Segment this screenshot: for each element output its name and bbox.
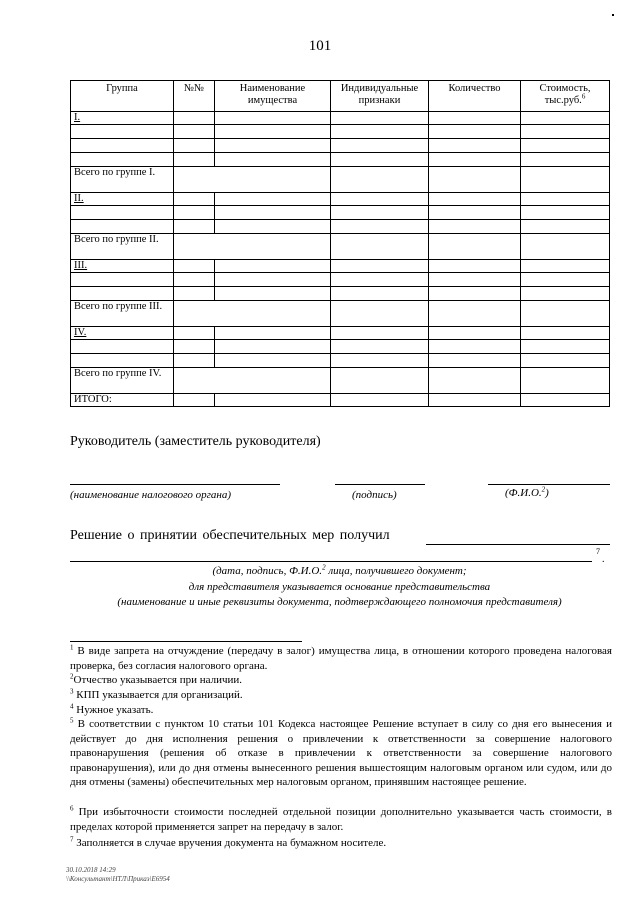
footnote-4: $^4$ Нужное указать. bbox=[70, 702, 154, 716]
footnote-6: $^6$ При избыточности стоимости последней отдельной позиции дополнительно указывается часть стоимости, в пределах которой применяется запрет на передачу в залог. bbox=[70, 804, 612, 833]
grand-total-label: ИТОГО: bbox=[71, 394, 174, 407]
group-total-label: Всего по группе I. bbox=[71, 167, 174, 193]
fio-caption: (Ф.И.О.$^2$) bbox=[505, 485, 549, 499]
group-label: III. bbox=[71, 260, 174, 273]
table-header-row bbox=[71, 81, 610, 112]
print-stamp-path: \\Консультант\НТЛ\Приказ\Е6954 bbox=[66, 875, 170, 883]
sign-line bbox=[335, 484, 425, 485]
decision-caption-3: (наименование и иные реквизиты документа, подтверждающего полномочия представителя) bbox=[117, 596, 562, 608]
decision-caption-2: для представителя указывается основание представительства bbox=[188, 581, 491, 593]
print-stamp-date: 30.10.2018 14:29 bbox=[66, 866, 116, 874]
header-features: Индивидуальные признаки bbox=[331, 81, 429, 112]
corner-mark bbox=[612, 14, 614, 16]
property-table bbox=[70, 80, 610, 407]
footnote-separator bbox=[70, 641, 302, 642]
group-total-label: Всего по группе IV. bbox=[71, 368, 174, 394]
footnote-7: $^7$ Заполняется в случае вручения документа на бумажном носителе. bbox=[70, 835, 387, 849]
org-signature-line bbox=[70, 484, 280, 485]
page-number: 101 bbox=[308, 38, 332, 54]
decision-caption-1: (дата, подпись, Ф.И.О.$^2$ лица, получившего документ; bbox=[212, 563, 467, 577]
header-cost: Стоимость, тыс.руб.$^6$ bbox=[521, 81, 610, 112]
footnote-5: $^5$ В соответствии с пунктом 10 статьи 101 Кодекса настоящее Решение вступает в силу со дня его вынесения и действует до дня исполнения решения о привлечении к ответственности за совершение налогового правонарушения (решения об отказе в привлечении к ответственности за совершение налогового правонарушения), или до дня отмены вынесенного решения вышестоящим налоговым органом или судом, или до дня отмены (замены) обеспечительных мер налоговым органом, принявшим настоящее решение. bbox=[70, 716, 612, 788]
decision-line-2 bbox=[70, 561, 592, 562]
org-caption: (наименование налогового органа) bbox=[70, 489, 232, 501]
group-label: I. bbox=[71, 112, 174, 125]
header-group: Группа bbox=[71, 81, 174, 112]
group-label: IV. bbox=[71, 327, 174, 340]
group-label: II. bbox=[71, 193, 174, 206]
header-name: Наименование имущества bbox=[215, 81, 331, 112]
header-quantity: Количество bbox=[429, 81, 521, 112]
head-signature-heading: Руководитель (заместитель руководителя) bbox=[70, 434, 321, 449]
footnote-2: $^2$Отчество указывается при наличии. bbox=[70, 672, 243, 686]
sign-caption: (подпись) bbox=[352, 489, 397, 501]
footnote-3: $^3$ КПП указывается для организаций. bbox=[70, 687, 243, 701]
fio-line bbox=[488, 484, 610, 485]
group-total-label: Всего по группе III. bbox=[71, 301, 174, 327]
header-num: №№ bbox=[174, 81, 215, 112]
decision-line-1 bbox=[426, 544, 610, 545]
decision-period: . bbox=[602, 554, 605, 565]
group-total-label: Всего по группе II. bbox=[71, 234, 174, 260]
footnote-mark-7: 7 bbox=[596, 547, 600, 556]
footnote-1: $^1$ В виде запрета на отчуждение (передачу в залог) имущества лица, в отношении которого проведена налоговая проверка, без согласия налогового органа. bbox=[70, 643, 612, 672]
decision-received-text: Решение о принятии обеспечительных мер получил bbox=[70, 528, 390, 543]
